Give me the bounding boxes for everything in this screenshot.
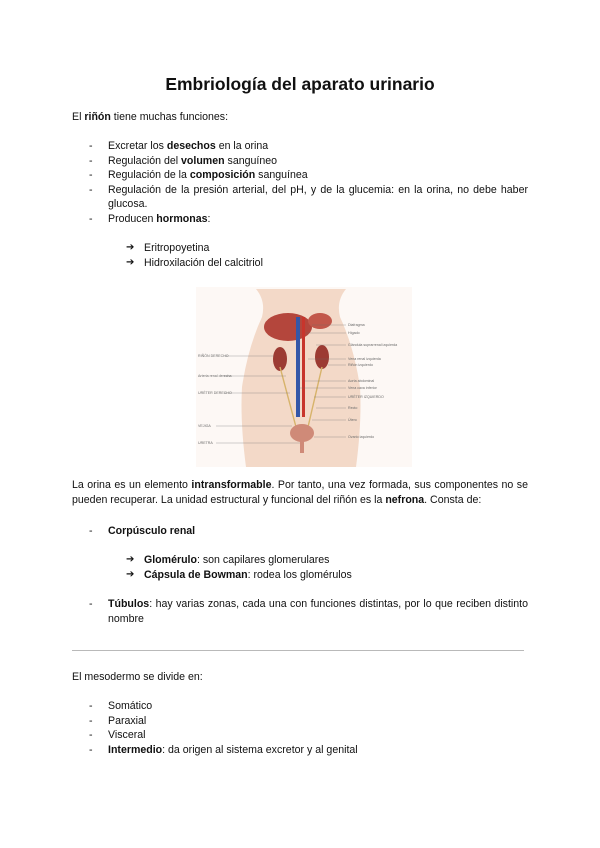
functions-list (72, 139, 528, 227)
list-item: - Regulación de la presión arterial, del pH, y de la glucemia: en la orina, no debe haber glucosa. (89, 183, 528, 211)
orina-paragraph: La orina es un elemento intransformable. Por tanto, una vez formada, sus componentes no se pueden recuperar. La unidad estructural y funcional del riñón es la nefrona. Consta de: (72, 479, 528, 506)
figure-label: Arteria renal derecha (198, 374, 232, 378)
arrow-icon: ➔ (126, 568, 135, 580)
figure-label: RIÑÓN DERECHO (198, 354, 229, 358)
figure-label: Útero (348, 418, 357, 422)
urethra-icon (300, 441, 304, 453)
arrow-icon: ➔ (126, 256, 135, 268)
list-item: ➔ Cápsula de Bowman: rodea los glomérulos (126, 568, 352, 581)
figure-label: URÉTER IZQUIERDO (348, 395, 384, 399)
list-item: ➔ Eritropoyetina (126, 242, 210, 254)
tubulos-list (72, 597, 528, 626)
list-item: - Túbulos: hay varias zonas, cada una con funciones distintas, por lo que reciben distinto nombre (89, 598, 528, 625)
list-item: - Visceral (89, 729, 146, 742)
list-item: - Regulación de la composición sanguínea (89, 169, 308, 182)
list-item: - Intermedio: da origen al sistema excretor y al genital (89, 743, 358, 756)
figure-label: Riñón izquierdo (348, 363, 373, 367)
figure-label: Ovario izquierdo (348, 435, 375, 439)
arrow-icon: ➔ (126, 242, 135, 253)
list-item: - Paraxial (89, 714, 147, 727)
arrow-icon: ➔ (126, 554, 135, 565)
list-item: ➔ Hidroxilación del calcitriol (126, 256, 263, 269)
figure-label: Vena renal izquierda (348, 357, 381, 361)
list-item: - Corpúsculo renal (89, 525, 196, 537)
inferior-vena-cava (296, 317, 300, 417)
intro-paragraph: El riñón tiene muchas funciones: (72, 111, 229, 123)
mesodermo-list (72, 699, 528, 757)
figure-label: Vena cava inferior (348, 386, 377, 390)
figure-label: Diafragma (348, 323, 365, 327)
page-title: Embriología del aparato urinario (165, 74, 435, 94)
bladder-icon (290, 424, 314, 442)
figure-label: Aorta abdominal (348, 379, 375, 383)
figure-label: URÉTER DERECHO (198, 391, 232, 395)
left-kidney-icon (315, 345, 329, 369)
hormones-list (126, 241, 526, 270)
corpusculo-list (126, 553, 526, 582)
urinary-system-figure (196, 287, 412, 467)
list-item: - Producen hormonas: (89, 212, 211, 225)
spleen-icon (308, 313, 332, 329)
list-item: ➔ Glomérulo: son capilares glomerulares (126, 554, 330, 566)
figure-label: Glándula suprarrenal izquierda (348, 343, 398, 347)
abdominal-aorta (302, 317, 305, 417)
figure-label: URETRA (198, 441, 213, 445)
list-item: - Somático (89, 700, 153, 712)
mesodermo-intro: El mesodermo se divide en: (72, 671, 203, 683)
list-item: - Regulación del volumen sanguíneo (89, 154, 278, 167)
figure-label: Recto (348, 406, 358, 410)
figure-label: VEJIGA (198, 424, 211, 428)
horizontal-divider (72, 650, 524, 651)
figure-label: Hígado (348, 331, 360, 335)
list-item: - Excretar los desechos en la orina (89, 140, 269, 152)
nefrona-list (72, 524, 528, 539)
